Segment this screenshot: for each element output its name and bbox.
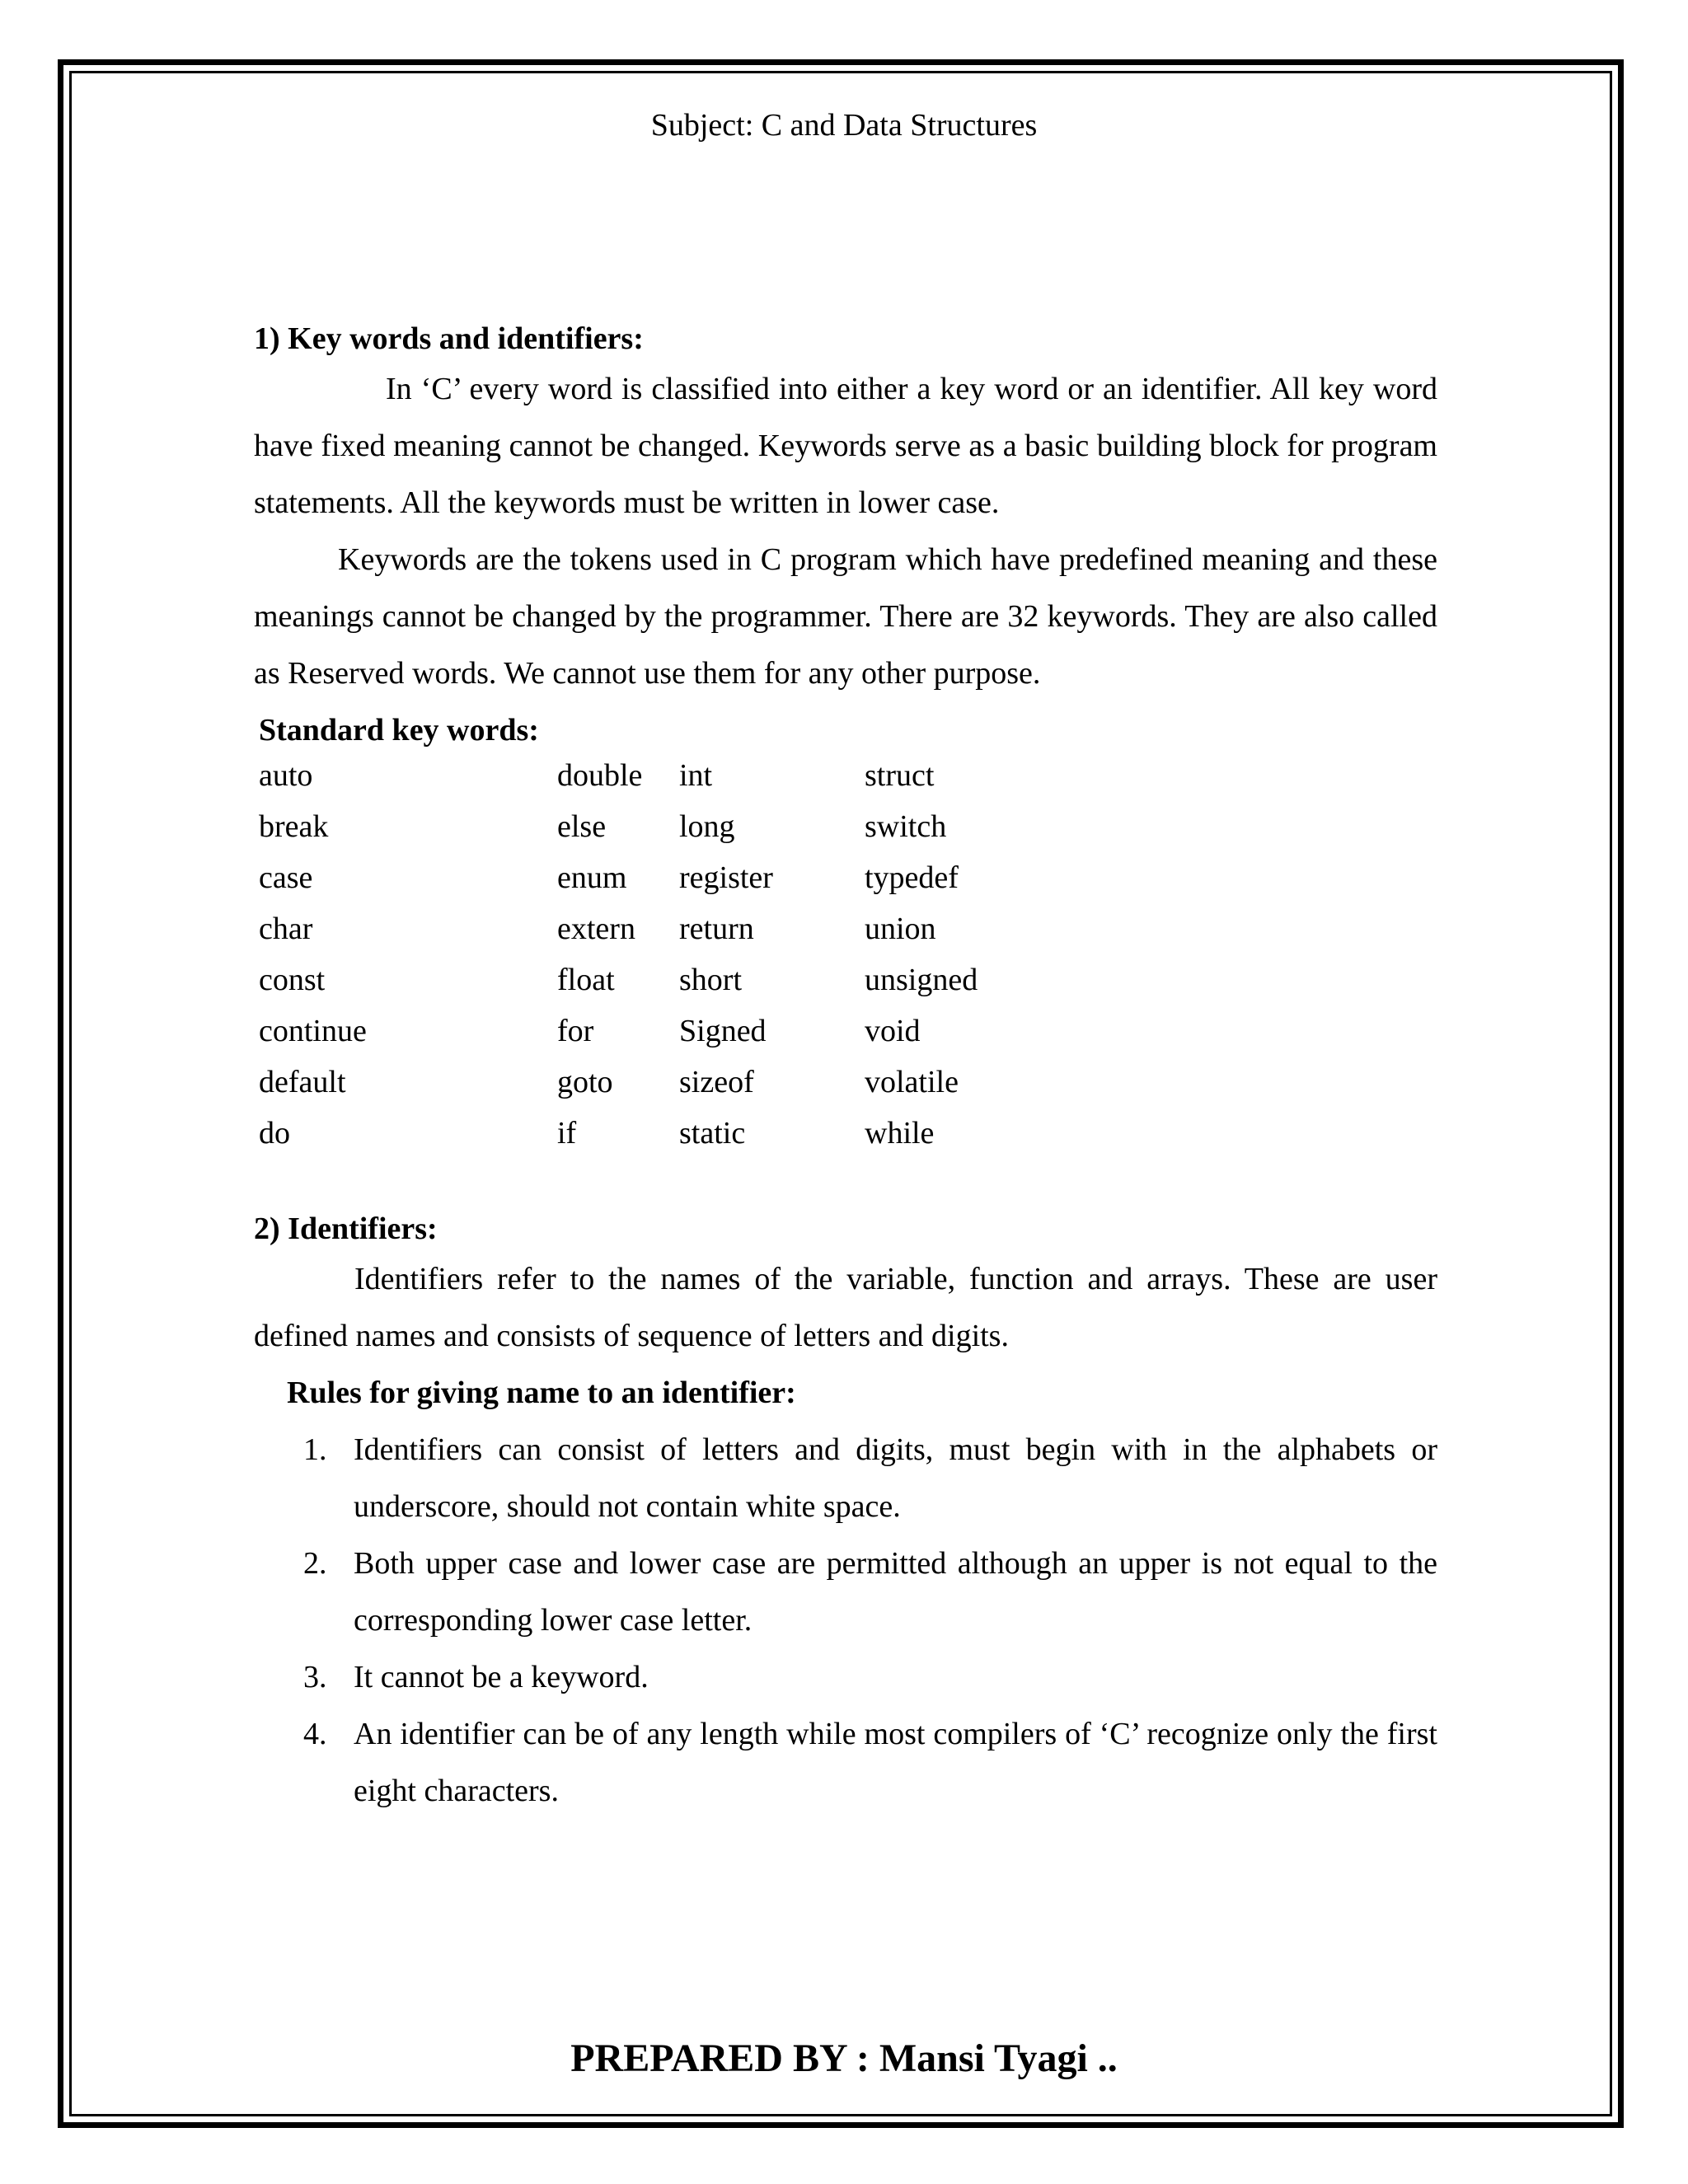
keyword-cell: return [679, 912, 754, 946]
keyword-cell: void [865, 1014, 921, 1048]
keyword-cell: typedef [865, 860, 959, 895]
keyword-cell: static [679, 1116, 746, 1151]
keyword-cell: case [259, 860, 313, 895]
keyword-cell: auto [259, 758, 313, 793]
keyword-cell: float [557, 963, 615, 997]
keywords-row [259, 750, 1029, 801]
keyword-cell: const [259, 963, 326, 997]
list-item-number: 1. [303, 1432, 327, 1467]
standard-keywords-heading: Standard key words: [259, 713, 539, 748]
keyword-cell: switch [865, 809, 947, 844]
keyword-cell: union [865, 912, 936, 946]
keyword-cell: char [259, 912, 313, 946]
keywords-row [259, 852, 1029, 903]
rules-heading: Rules for giving name to an identifier: [287, 1376, 796, 1410]
keyword-cell: Signed [679, 1014, 767, 1048]
list-item-number: 3. [303, 1660, 327, 1694]
page-content [254, 318, 1437, 1820]
keyword-cell: while [865, 1116, 935, 1151]
keyword-cell: break [259, 809, 329, 844]
keyword-cell: default [259, 1065, 346, 1099]
keyword-cell: int [679, 758, 713, 793]
page-footer-prepared-by: PREPARED BY : Mansi Tyagi .. [570, 2036, 1118, 2080]
list-item-text: Identifiers can consist of letters and digits, must begin with in the alphabets or underscore, should not contain white space. [354, 1432, 1437, 1524]
list-item-number: 4. [303, 1717, 327, 1751]
list-item [254, 1706, 1437, 1820]
keyword-cell: enum [557, 860, 627, 895]
section1-heading: 1) Key words and identifiers: [254, 321, 644, 356]
list-item [254, 1649, 1437, 1706]
keyword-cell: long [679, 809, 735, 844]
keywords-row [259, 801, 1029, 852]
keywords-row [259, 1108, 1029, 1159]
list-item-number: 2. [303, 1546, 327, 1581]
list-item [254, 1422, 1437, 1535]
section1-paragraph-2: Keywords are the tokens used in C program which have predefined meaning and these meanings cannot be changed by the programmer. There are 32 keywords. They are also called as Reserved words. We cannot use them for any other purpose. [254, 542, 1437, 691]
keyword-cell: else [557, 809, 607, 844]
keywords-row [259, 1057, 1029, 1108]
keyword-cell: continue [259, 1014, 367, 1048]
keywords-row [259, 1005, 1029, 1057]
keyword-cell: short [679, 963, 742, 997]
keyword-cell: sizeof [679, 1065, 754, 1099]
section2-paragraph: Identifiers refer to the names of the variable, function and arrays. These are user defined names and consists of sequence of letters and digits. [254, 1262, 1437, 1353]
keyword-cell: volatile [865, 1065, 959, 1099]
keywords-table [259, 750, 1029, 1159]
keyword-cell: struct [865, 758, 935, 793]
keywords-row [259, 903, 1029, 954]
rules-list [254, 1422, 1437, 1820]
keyword-cell: if [557, 1116, 577, 1151]
section2-heading: 2) Identifiers: [254, 1212, 438, 1246]
list-item [254, 1535, 1437, 1649]
keyword-cell: do [259, 1116, 290, 1151]
list-item-text: An identifier can be of any length while most compilers of ‘C’ recognize only the first eight characters. [354, 1717, 1437, 1808]
keyword-cell: double [557, 758, 643, 793]
keyword-cell: goto [557, 1065, 613, 1099]
section1-paragraph-1: In ‘C’ every word is classified into either a key word or an identifier. All key word have fixed meaning cannot be changed. Keywords serve as a basic building block for program statements. All the keywords must be written in lower case. [254, 372, 1437, 520]
keyword-cell: extern [557, 912, 635, 946]
page-header-subject: Subject: C and Data Structures [650, 108, 1038, 143]
keyword-cell: unsigned [865, 963, 978, 997]
section-spacer [254, 1159, 1437, 1208]
list-item-text: It cannot be a keyword. [354, 1660, 649, 1694]
keyword-cell: register [679, 860, 773, 895]
list-item-text: Both upper case and lower case are permitted although an upper is not equal to the corresponding lower case letter. [354, 1546, 1437, 1638]
keywords-row [259, 954, 1029, 1005]
keyword-cell: for [557, 1014, 594, 1048]
